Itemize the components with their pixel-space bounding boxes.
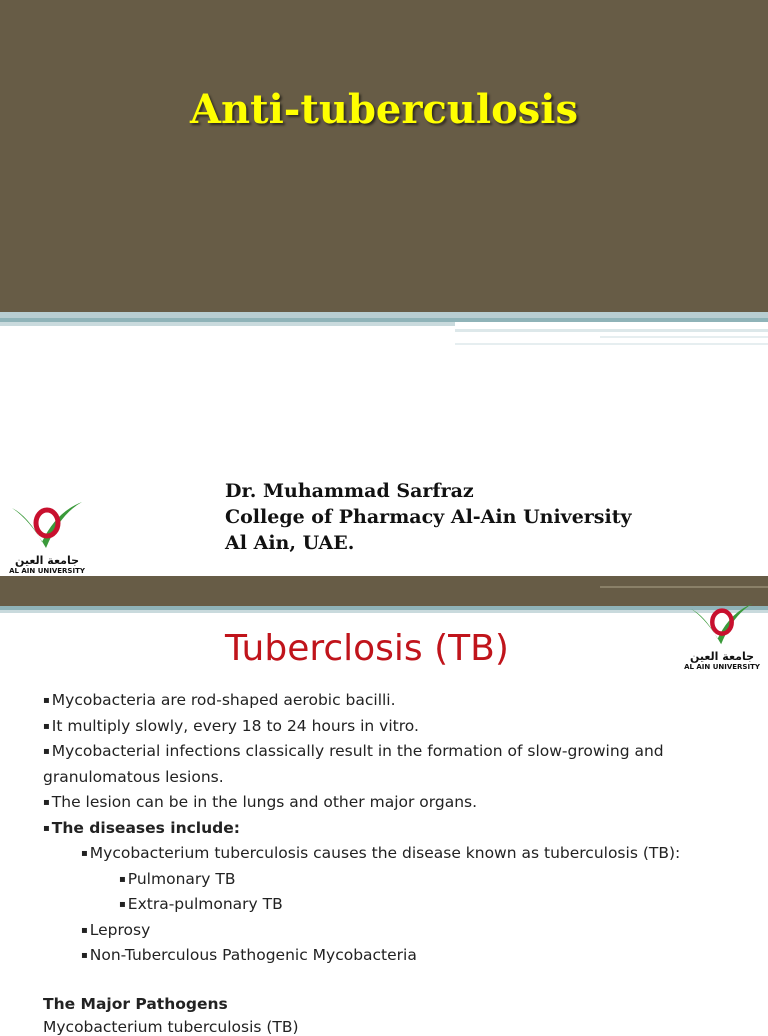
- list-item: ▪ Mycobacterium tuberculosis causes the disease known as tuberculosis (TB):: [81, 844, 681, 862]
- bullet-icon: ▪: [81, 950, 88, 961]
- bullet-icon: ▪: [43, 797, 50, 808]
- author-affiliation: College of Pharmacy Al-Ain University: [225, 506, 632, 528]
- university-emblem-icon: [8, 498, 86, 550]
- top-band: [0, 576, 768, 606]
- decor-stripe: [600, 336, 768, 338]
- section-heading: The Major Pathogens: [43, 995, 228, 1013]
- bullet-icon: ▪: [43, 720, 50, 732]
- decor-stripe: [0, 610, 768, 613]
- list-item-continuation: granulomatous lesions.: [43, 767, 224, 786]
- bullet-icon: ▪: [43, 822, 50, 834]
- logo-english-text: AL AIN UNIVERSITY: [9, 567, 85, 575]
- author-name: Dr. Muhammad Sarfraz: [225, 480, 474, 502]
- decor-stripe: [600, 586, 768, 588]
- bullet-icon: ▪: [81, 848, 88, 859]
- bullet-icon: ▪: [119, 899, 126, 910]
- list-item: ▪ Leprosy: [81, 920, 151, 939]
- author-location: Al Ain, UAE.: [225, 532, 355, 554]
- bullet-icon: ▪: [43, 695, 50, 706]
- bullet-list: [43, 688, 743, 969]
- logo-english-text: AL AIN UNIVERSITY: [684, 663, 760, 671]
- author-block: [225, 478, 632, 556]
- list-item: ▪ Mycobacterial infections classically result in the formation of slow-growing and: [43, 742, 664, 760]
- slide-title: Anti-tuberculosis: [190, 86, 578, 133]
- list-item: ▪ Pulmonary TB: [119, 869, 236, 888]
- logo-arabic-text: جامعة العين: [689, 650, 755, 663]
- university-logo: [684, 600, 760, 671]
- bullet-icon: ▪: [43, 746, 50, 757]
- decor-stripe: [455, 329, 768, 332]
- decor-stripe: [455, 343, 768, 345]
- title-band: [0, 0, 768, 312]
- list-item: ▪ It multiply slowly, every 18 to 24 hours in vitro.: [43, 716, 419, 735]
- slide-title: Tuberclosis (TB): [225, 628, 509, 669]
- list-item: ▪ Extra-pulmonary TB: [119, 895, 283, 913]
- logo-arabic-text: جامعة العين: [14, 554, 80, 567]
- bullet-icon: ▪: [81, 924, 88, 936]
- list-item: ▪ The diseases include:: [43, 818, 240, 837]
- bullet-icon: ▪: [119, 873, 126, 885]
- cut-off-text: Mycobacterium tuberculosis (TB): [43, 1018, 299, 1036]
- university-emblem-icon: [684, 600, 760, 646]
- list-item: ▪ Non-Tuberculous Pathogenic Mycobacteria: [81, 946, 417, 964]
- university-logo: [8, 498, 86, 575]
- decor-stripe: [0, 322, 455, 326]
- list-item: ▪ Mycobacteria are rod-shaped aerobic bacilli.: [43, 691, 396, 709]
- list-item: ▪ The lesion can be in the lungs and other major organs.: [43, 793, 478, 811]
